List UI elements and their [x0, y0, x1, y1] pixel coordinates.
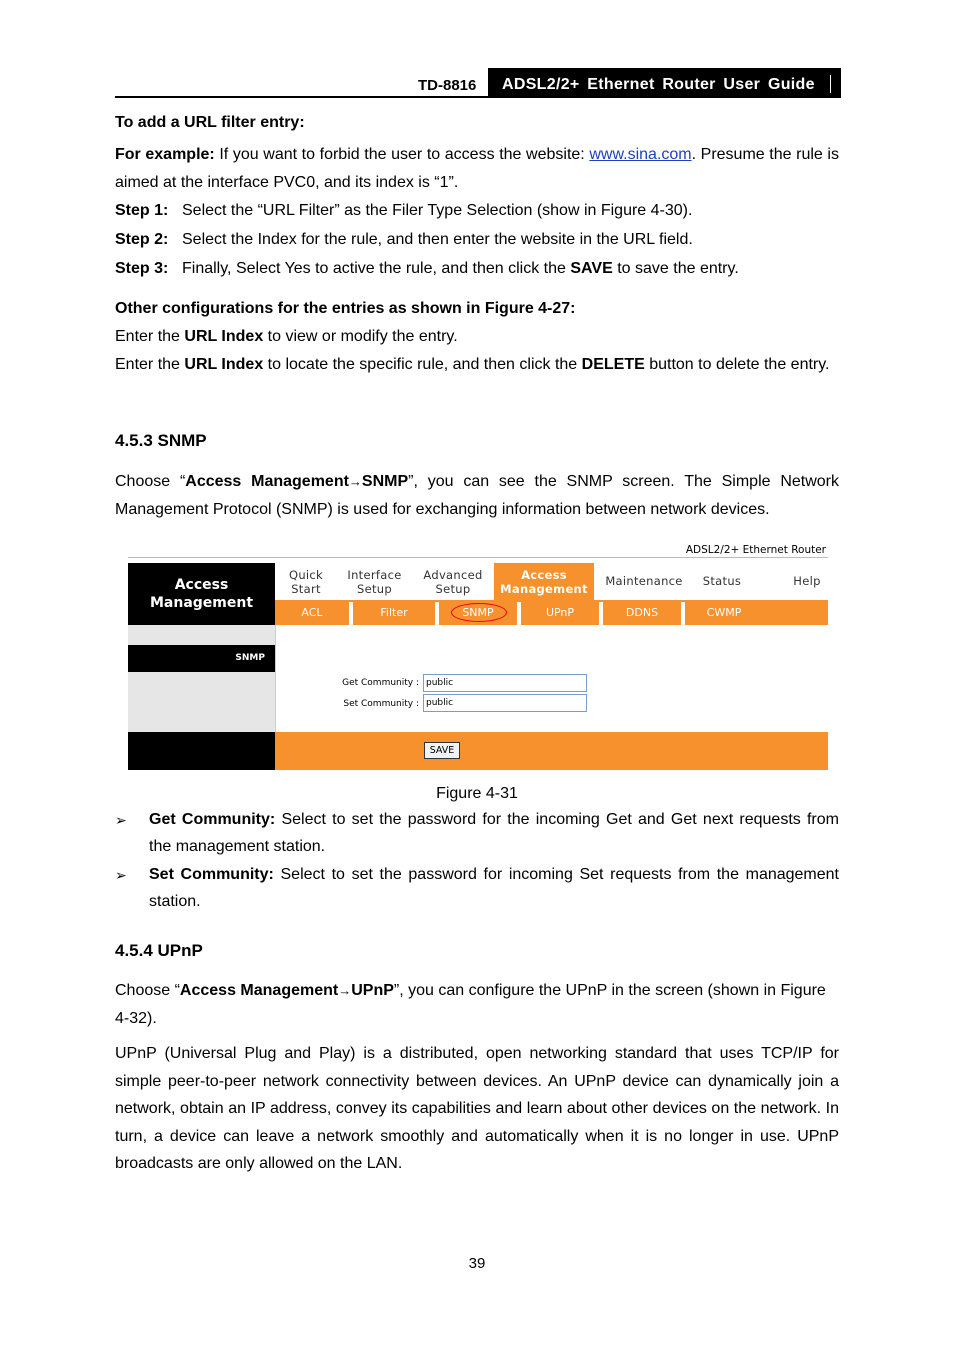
step-text: to save the entry. [617, 260, 739, 277]
menu-quick-start[interactable]: Quick Start [288, 568, 324, 596]
menu-access-management[interactable]: Access Management [494, 563, 594, 600]
step-1 [115, 197, 692, 225]
step-text: Finally, Select Yes to active the rule, and then click the [182, 260, 566, 277]
left-header-line-1: Access [174, 577, 229, 593]
example-link[interactable]: www.sina.com [589, 146, 692, 163]
example-label: For example: [115, 146, 215, 163]
page-number: 39 [468, 1255, 486, 1272]
figure-caption: Figure 4-31 [436, 785, 518, 802]
step-label: Step 2: [115, 231, 169, 248]
step-2 [115, 226, 693, 254]
save-button[interactable]: SAVE [424, 742, 460, 759]
snmp-screenshot [128, 540, 828, 772]
menu-advanced-setup[interactable]: Advanced Setup [423, 568, 483, 596]
upnp-paragraph: UPnP (Universal Plug and Play) is a distributed, open networking standard that uses TCP/IP for simple peer-to-peer network connectivity between devices. An UPnP device can dynamically join a network, obtain an IP address, convey its capabilities and learn about other devices on the network. In turn, a device can leave a network smoothly and automatically when it is no longer in use. UPnP broadcasts are only allowed on the LAN. [115, 1045, 839, 1172]
footer-left [128, 732, 275, 770]
set-community-label: Set Community : [343, 699, 419, 709]
left-panel [128, 672, 275, 732]
bullet-get-community: Get Community: Select to set the password for the incoming Get and Get next requests from the management station. [149, 811, 839, 855]
get-community-label: Get Community : [342, 678, 419, 688]
snmp-intro: Choose “Access Management→SNMP”, you can see the SNMP screen. The Simple Network Management Protocol (SNMP) is used for exchanging information between network devices. [115, 473, 840, 518]
bullet-arrow-icon: ➢ [115, 867, 127, 883]
example-paragraph [115, 141, 839, 197]
bullet-arrow-icon: ➢ [115, 812, 127, 828]
other-config-line-1: Enter the URL Index to view or modify the entry. [115, 328, 458, 345]
step-text: Select the “URL Filter” as the Filer Type Selection (show in Figure 4-30). [182, 202, 693, 219]
step-bold: SAVE [570, 260, 613, 277]
section-label-snmp: SNMP [128, 645, 275, 672]
set-community-input[interactable] [423, 694, 587, 712]
header-model: TD-8816 [418, 77, 477, 94]
upnp-heading: 4.5.4 UPnP [115, 941, 203, 960]
submenu-cwmp[interactable]: CWMP [706, 606, 742, 619]
panel-divider [275, 625, 276, 732]
header-divider [830, 75, 831, 93]
submenu-upnp[interactable]: UPnP [545, 606, 575, 619]
menu-help[interactable]: Help [793, 574, 821, 588]
step-label: Step 1: [115, 202, 169, 219]
submenu-ddns[interactable]: DDNS [625, 606, 659, 619]
header-rule [115, 96, 841, 98]
menu-interface-setup[interactable]: Interface Setup [347, 568, 402, 596]
submenu-snmp[interactable]: SNMP [462, 606, 494, 619]
left-header [128, 563, 275, 625]
snmp-heading: 4.5.3 SNMP [115, 431, 207, 450]
step-text: Select the Index for the rule, and then enter the website in the URL field. [182, 231, 693, 248]
example-text: If you want to forbid the user to access the website: [219, 146, 585, 163]
spacer-band-content [275, 625, 828, 645]
footer-bar [275, 732, 828, 770]
other-config-heading: Other configurations for the entries as shown in Figure 4-27: [115, 300, 576, 317]
step-3 [115, 255, 739, 283]
header-title: ADSL2/2+ Ethernet Router User Guide [502, 76, 815, 93]
url-filter-heading: To add a URL filter entry: [115, 114, 305, 131]
get-community-input[interactable] [423, 674, 587, 692]
menu-maintenance[interactable]: Maintenance [605, 574, 683, 588]
snmp-highlight-oval [451, 603, 507, 622]
step-label: Step 3: [115, 260, 169, 277]
top-divider [128, 557, 828, 558]
bullet-set-community: Set Community: Select to set the password for incoming Set requests from the management station. [149, 866, 840, 910]
router-brand: ADSL2/2+ Ethernet Router [685, 544, 826, 556]
submenu-bar [275, 600, 828, 625]
submenu-acl[interactable]: ACL [301, 606, 323, 619]
menu-status[interactable]: Status [702, 574, 742, 588]
snmp-form [275, 645, 828, 732]
example-text-2: . Presume the rule is aimed at the interface PVC0, and its index is “1”. [115, 146, 839, 191]
other-config-line-2: Enter the URL Index to locate the specific rule, and then click the DELETE button to delete the entry. [115, 356, 830, 373]
left-header-line-2: Management [149, 595, 254, 611]
upnp-intro: Choose “Access Management→UPnP”, you can configure the UPnP in the screen (shown in Figure 4-32). [115, 982, 826, 1027]
submenu-filter[interactable]: Filter [380, 606, 408, 619]
